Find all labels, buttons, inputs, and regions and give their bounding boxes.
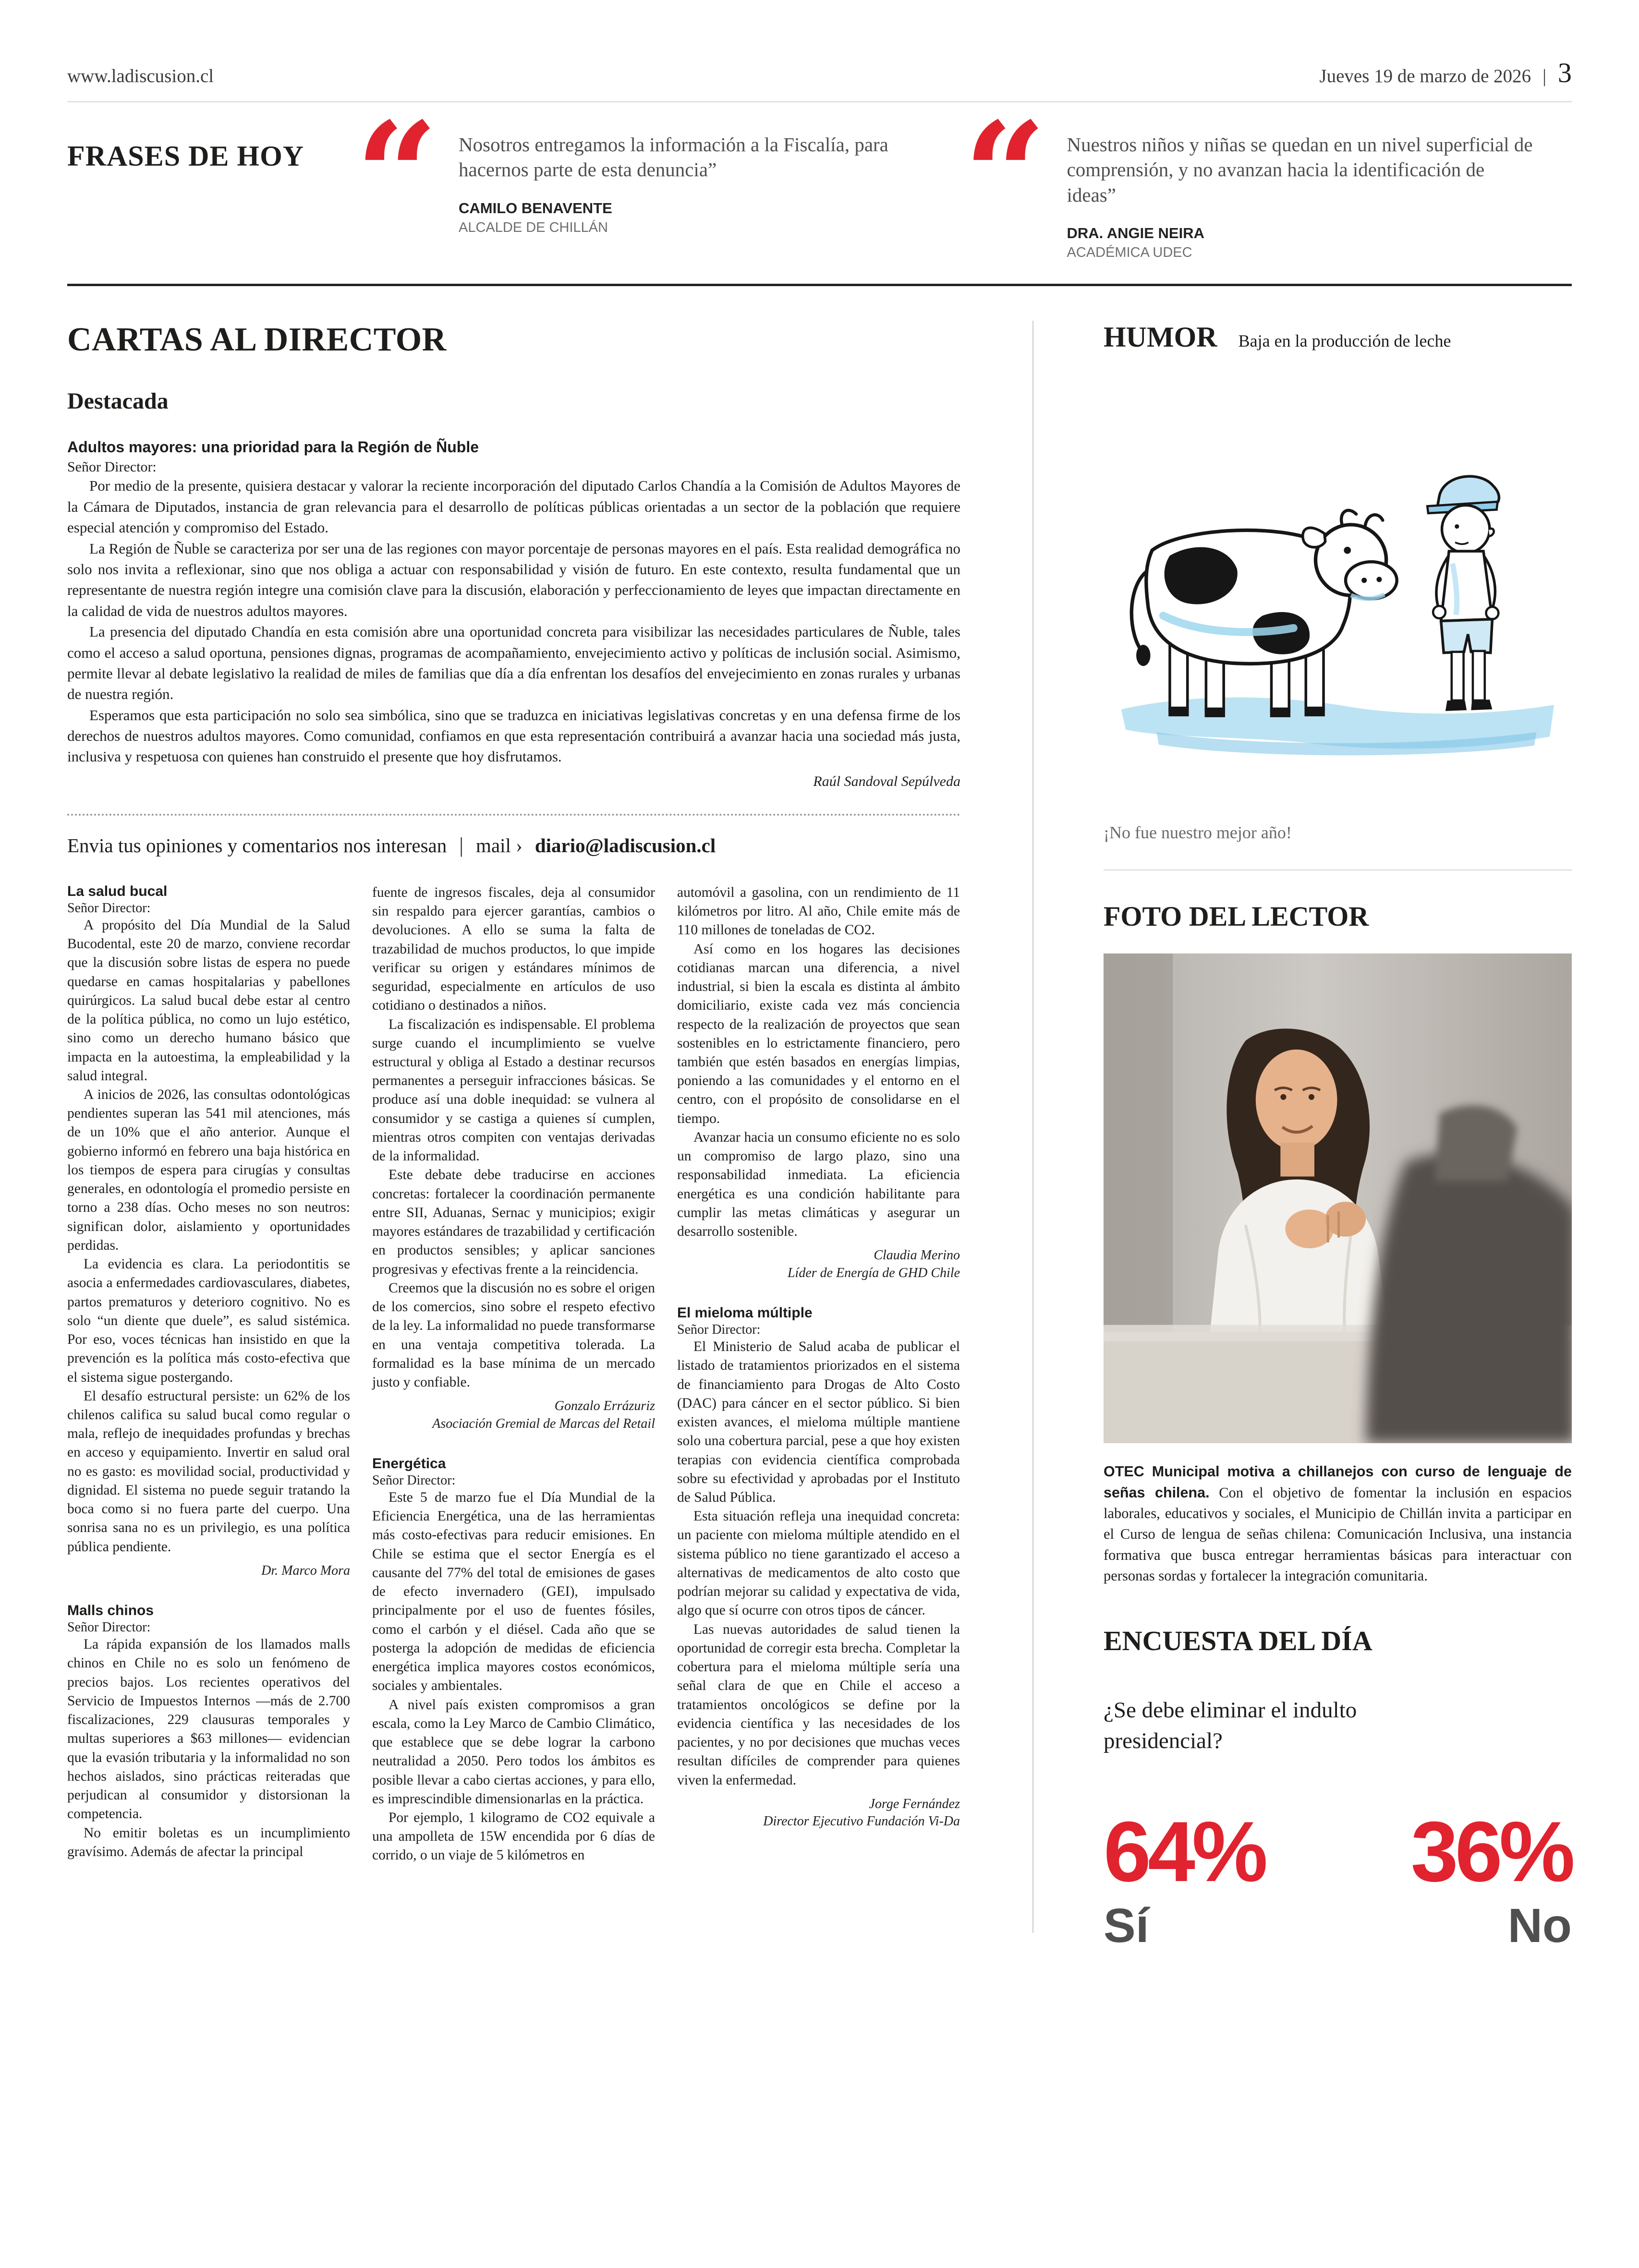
quote-author-role: ALCALDE DE CHILLÁN <box>459 219 608 235</box>
quote-icon: “ <box>355 90 438 260</box>
poll-results <box>1104 1804 1572 1953</box>
letter-malls-chinos-continued <box>372 883 655 1433</box>
letter-mieloma-multiple <box>677 1305 960 1830</box>
letter-energetica <box>372 1456 655 1865</box>
poll-result-no <box>1410 1804 1572 1953</box>
poll-label-yes: Sí <box>1104 1899 1149 1953</box>
letter-paragraph: La evidencia es clara. La periodontitis se asocia a enfermedades cardiovasculares, diabetes, partos prematuros y deterioro cognitivo. No es solo “un diente que duele”, es salud sistémica. Por eso, voces técnicas han insistido en que la prevención es la política más costo-efectiva que el sistema sigue postergando. <box>67 1256 350 1385</box>
cartas-al-director-section <box>67 286 960 1952</box>
letter-paragraph: A nivel país existen compromisos a gran escala, como la Ley Marco de Cambio Climático, que establece que se debe lograr la carbono neutralidad a 2050. Pero todos los ámbitos es posible llevar a cabo ciertas acciones, y para ello, es imprescindible dimensionarlas en la práctica. <box>372 1697 655 1807</box>
reader-photo <box>1104 953 1572 1443</box>
poll-label-no: No <box>1507 1899 1572 1953</box>
letter-signature: Claudia Merino <box>874 1248 960 1263</box>
foto-del-lector-title: FOTO DEL LECTOR <box>1104 901 1369 932</box>
dotted-rule <box>67 814 960 816</box>
letter-paragraph: A propósito del Día Mundial de la Salud Bucodental, este 20 de marzo, conviene recordar que la discusión sobre listas de espera no puede quedarse en camas hospitalarias y pabellones quirúrgicos. La salud bucal debe estar al centro de la política pública, no como un lujo estético, sino como un derecho humano básico que impacta en la autoestima, la empleabilidad y la salud integral. <box>67 917 350 1084</box>
featured-letter-title: Adultos mayores: una prioridad para la Región de Ñuble <box>67 438 479 456</box>
cartoon-caption: ¡No fue nuestro mejor año! <box>1104 823 1292 843</box>
photo-caption-lead: OTEC Municipal motiva a chillanejos con curso de lenguaje de señas chilena. <box>1104 1463 1572 1501</box>
letter-signature-role: Director Ejecutivo Fundación Vi-Da <box>763 1814 960 1829</box>
salutation: Señor Director: <box>67 1620 151 1635</box>
letter-paragraph: Por ejemplo, 1 kilogramo de CO2 equivale a una ampolleta de 15W encendida por 6 días de corrido, o un viaje de 5 kilómetros en <box>372 1810 655 1863</box>
cow-and-boy-cartoon <box>1104 374 1572 806</box>
date-page-group <box>1319 57 1572 89</box>
letter-signature: Raúl Sandoval Sepúlveda <box>813 773 960 789</box>
letter-title: El mieloma múltiple <box>677 1305 813 1321</box>
letter-signature: Jorge Fernández <box>869 1796 960 1811</box>
letter-paragraph: Las nuevas autoridades de salud tienen la oportunidad de corregir esta brecha. Completar la cobertura para el mieloma múltiple sería una señal clara de que en Chile el acceso a tratamientos oncológicos se define por la evidencia científica y las necesidades de los pacientes, y no por decisiones que muchas veces resultan difíciles de comprender para quienes viven la enfermedad. <box>677 1621 960 1788</box>
featured-letter <box>67 438 960 790</box>
edition-date: Jueves 19 de marzo de 2026 <box>1319 66 1531 86</box>
humor-title: HUMOR <box>1104 321 1217 353</box>
poll-value-no: 36% <box>1410 1804 1572 1900</box>
quote-author-role: ACADÉMICA UDEC <box>1067 245 1192 261</box>
letter-paragraph: Por medio de la presente, quisiera destacar y valorar la reciente incorporación del diputado Carlos Chandía a la Comisión de Adultos Mayores de la Cámara de Diputados, instancia de gran relevancia para el desarrollo de políticas públicas orientadas a un sector de la población que requiere especial atención y compromiso del Estado. <box>67 477 960 536</box>
humor-header <box>1104 321 1572 354</box>
main-content <box>67 286 1572 1952</box>
salutation: Señor Director: <box>372 1472 456 1488</box>
letter-signature: Dr. Marco Mora <box>261 1563 350 1578</box>
quote-icon: “ <box>963 90 1047 260</box>
encuesta-del-dia-title: ENCUESTA DEL DÍA <box>1104 1625 1372 1657</box>
letter-paragraph: Esta situación refleja una inequidad concreta: un paciente con mieloma múltiple atendido en el sistema público no tiene garantizado el acceso a alternativas de medicamentos de alto costo que podrían mejorar su calidad y expectativa de vida, algo que sí ocurre con otros tipos de cáncer. <box>677 1508 960 1618</box>
top-bar <box>67 57 1572 89</box>
letter-paragraph: Así como en los hogares las decisiones cotidianas marcan una diferencia, a nivel industrial, si bien la escala es distinta al ámbito domiciliario, existe cada vez más conciencia respecto de la realización de proyectos que sean sostenibles en lo estrictamente financiero, pero también que estén basados en energías limpias, poniendo a las comunidades y el entorno en el centro, con el propósito de consolidarse en el tiempo. <box>677 941 960 1126</box>
humor-subtitle: Baja en la producción de leche <box>1238 331 1451 351</box>
letters-column-2 <box>372 883 655 1865</box>
letter-paragraph: El desafío estructural persiste: un 62% de los chilenos califica su salud bucal como regular o mala, reflejo de inequidades profundas y brechas en acceso y equipamiento. Invertir en salud oral no es gasto: es movilidad social, productividad y dignidad. El sistema no puede seguir tratando la boca como si no fuera parte del cuerpo. Una sonrisa sana no es un privilegio, es una política pública pendiente. <box>67 1388 350 1555</box>
letter-paragraph: Este 5 de marzo fue el Día Mundial de la Eficiencia Energética, una de las herramientas más costo-efectivas para reducir emisiones. En Chile se estima que el sector Energía es el causante del 77% del total de emisiones de gases de efecto invernadero (GEI), impulsado principalmente por el uso de fuentes fósiles, como el carbón y el diésel. Cada año que se posterga la adopción de medidas de eficiencia energética implica mayores costos económicos, sociales y ambientales. <box>372 1489 655 1694</box>
salutation: Señor Director: <box>67 900 151 916</box>
letter-la-salud-bucal <box>67 883 350 1580</box>
letter-title: Energética <box>372 1455 446 1472</box>
letter-paragraph: Esperamos que esta participación no solo sea simbólica, sino que se traduzca en iniciativas legislativas concretas y en una defensa firme de los derechos de nuestros adultos mayores. Como comunidad, confiamos en que esta representación contribuirá a avanzar hacia una sociedad más justa, inclusiva y respetuosa con quienes han construido el presente que hoy disfrutamos. <box>67 706 960 765</box>
letter-paragraph: Creemos que la discusión no es sobre el origen de los comercios, sino sobre el respeto efectivo de la ley. La informalidad no puede transformarse en una ventaja competitiva tolerada. La formalidad es la base mínima de un mercado justo y confiable. <box>372 1280 655 1390</box>
quote-author: CAMILO BENAVENTE <box>459 199 612 217</box>
contact-strip <box>67 833 960 857</box>
letter-title: Malls chinos <box>67 1603 154 1619</box>
salutation: Señor Director: <box>677 1322 761 1338</box>
contact-separator: | <box>459 833 464 857</box>
site-url[interactable]: www.ladiscusion.cl <box>67 66 214 86</box>
photo-caption-text: Con el objetivo de fomentar la inclusión en espacios laborales, educativos y sociales, el Municipio de Chillán invita a participar en el Curso de lengua de señas chilena: Comunicación Inclusiva, una instancia formativa que busca entregar herramientas básicas para interactuar con personas sordas y fortalecer la integración comunitaria. <box>1104 1484 1572 1584</box>
quote-text: Nuestros niños y niñas se quedan en un nivel superficial de comprensión, y no avanzan hacia la identificación de ideas” <box>1067 133 1533 206</box>
header-rule <box>67 101 1572 102</box>
quote-text: Nosotros entregamos la información a la Fiscalía, para hacernos parte de esta denuncia” <box>459 133 888 181</box>
letter-title: La salud bucal <box>67 883 168 899</box>
destacada-label: Destacada <box>67 388 169 414</box>
quote-author: DRA. ANGIE NEIRA <box>1067 225 1204 242</box>
letter-signature-role: Asociación Gremial de Marcas del Retail <box>432 1416 655 1431</box>
poll-question: ¿Se debe eliminar el indulto presidencial? <box>1104 1698 1357 1753</box>
letters-columns <box>67 883 960 1865</box>
letter-paragraph: Avanzar hacia un consumo eficiente no es solo un compromiso de largo plazo, sino una responsabilidad inmediata. La eficiencia energética es una condición habilitante para cumplir las metas climáticas y asegurar un desarrollo sostenible. <box>677 1129 960 1240</box>
letters-column-1 <box>67 883 350 1865</box>
vertical-divider <box>1032 321 1033 1933</box>
letter-paragraph: La rápida expansión de los llamados malls chinos en Chile no es solo un fenómeno de precios bajos. Los recientes operativos del Servicio de Impuestos Internos —más de 2.700 fiscalizaciones, 229 clausuras temporales y multas superiores a $63 millones— evidencian que la evasión tributaria y la informalidad no son hechos aislados, sino prácticas reiteradas que perjudican al consumidor y distorsionan la competencia. <box>67 1637 350 1822</box>
letter-paragraph: fuente de ingresos fiscales, deja al consumidor sin respaldo para ejercer garantías, cambios o devoluciones. A ello se suma la falta de trazabilidad de muchos productos, lo que impide verificar su origen y estándares mínimos de seguridad, especialmente en artículos de uso cotidiano o destinados a niños. <box>372 884 655 1013</box>
letter-malls-chinos <box>67 1603 350 1861</box>
contact-email-link[interactable]: diario@ladiscusion.cl <box>534 834 716 857</box>
poll-result-yes <box>1104 1804 1265 1953</box>
right-sidebar <box>1104 286 1572 1952</box>
letter-signature: Gonzalo Errázuriz <box>554 1399 655 1414</box>
salutation: Señor Director: <box>67 459 157 475</box>
letter-paragraph: Este debate debe traducirse en acciones concretas: fortalecer la coordinación permanente entre SII, Aduanas, Sernac y municipios; exigir mayores estándares de trazabilidad y certificación en productos sensibles; y aplicar sanciones progresivas y efectivas frente a la reincidencia. <box>372 1167 655 1277</box>
quote-block-2 <box>963 90 1572 261</box>
letter-signature-role: Líder de Energía de GHD Chile <box>787 1265 960 1280</box>
cartas-title: CARTAS AL DIRECTOR <box>67 321 447 359</box>
sign-language-photo <box>1104 953 1572 1443</box>
poll-value-yes: 64% <box>1104 1804 1265 1900</box>
date-page-separator: | <box>1542 66 1546 86</box>
letter-paragraph: La presencia del diputado Chandía en esta comisión abre una oportunidad concreta para visibilizar las necesidades particulares de Ñuble, tales como el acceso a salud oportuna, pensiones dignas, programas de acompañamiento, envejecimiento activo y políticas de inclusión social. Asimismo, permite llevar al debate legislativo la realidad de miles de familias que día a día enfrentan los desafíos del envejecimiento en zonas rurales y urbanas de nuestra región. <box>67 623 960 703</box>
frases-title: FRASES DE HOY <box>67 140 304 172</box>
letter-energetica-continued <box>677 883 960 1282</box>
photo-caption <box>1104 1461 1572 1586</box>
letter-paragraph: automóvil a gasolina, con un rendimiento de 11 kilómetros por litro. Al año, Chile emite más de 110 millones de toneladas de CO2. <box>677 884 960 938</box>
letter-paragraph: La fiscalización es indispensable. El problema surge cuando el incumplimiento se vuelve estructural y obliga al Estado a destinar recursos permanentes a perseguir infracciones básicas. Se produce así una doble inequidad: se vulnera al consumidor y se castiga a quienes sí cumplen, mientras otros compiten con ventajas derivadas de la informalidad. <box>372 1016 655 1164</box>
quote-body <box>459 132 964 261</box>
letter-paragraph: El Ministerio de Salud acaba de publicar el listado de tratamientos priorizados en el sistema de financiamiento para Drogas de Alto Costo (DAC) para cáncer en el sector público. Si bien existen avances, el mieloma múltiple mantiene solo una cobertura parcial, pese a que hoy existen terapias con evidencia científica comprobada sobre su efectividad y aprobadas por el Instituto de Salud Pública. <box>677 1339 960 1505</box>
sidebar-rule <box>1104 869 1572 870</box>
quote-block-1 <box>355 90 964 261</box>
letter-paragraph: A inicios de 2026, las consultas odontológicas pendientes superan las 541 mil atenciones, más de un 10% que el año anterior. Aunque el gobierno informó en febrero una baja histórica en los tiempos de espera para cirugías y consultas generales, en odontología el promedio persiste en torno a 238 días. Ocho meses no son neutros: significan dolor, aislamiento y oportunidades perdidas. <box>67 1086 350 1253</box>
quote-body <box>1067 132 1572 261</box>
frases-de-hoy-section <box>67 90 1572 261</box>
letter-paragraph: La Región de Ñuble se caracteriza por ser una de las regiones con mayor porcentaje de personas mayores en el país. Esta realidad demográfica no solo nos invita a reflexionar, sino que nos obliga a actuar con responsabilidad y visión de futuro. En este contexto, resulta fundamental que un representante de nuestra región integre una comisión clave para la discusión, elaboración y perfeccionamiento de leyes que impactan directamente en la calidad de vida de nuestros adultos mayores. <box>67 540 960 619</box>
letters-column-3 <box>677 883 960 1865</box>
letter-paragraph: No emitir boletas es un incumplimiento gravísimo. Además de afectar la principal <box>67 1825 350 1859</box>
mail-label: mail › <box>476 834 522 857</box>
humor-cartoon-image <box>1104 374 1572 806</box>
page-number: 3 <box>1558 57 1572 88</box>
contact-text: Envia tus opiniones y comentarios nos interesan <box>67 834 447 857</box>
